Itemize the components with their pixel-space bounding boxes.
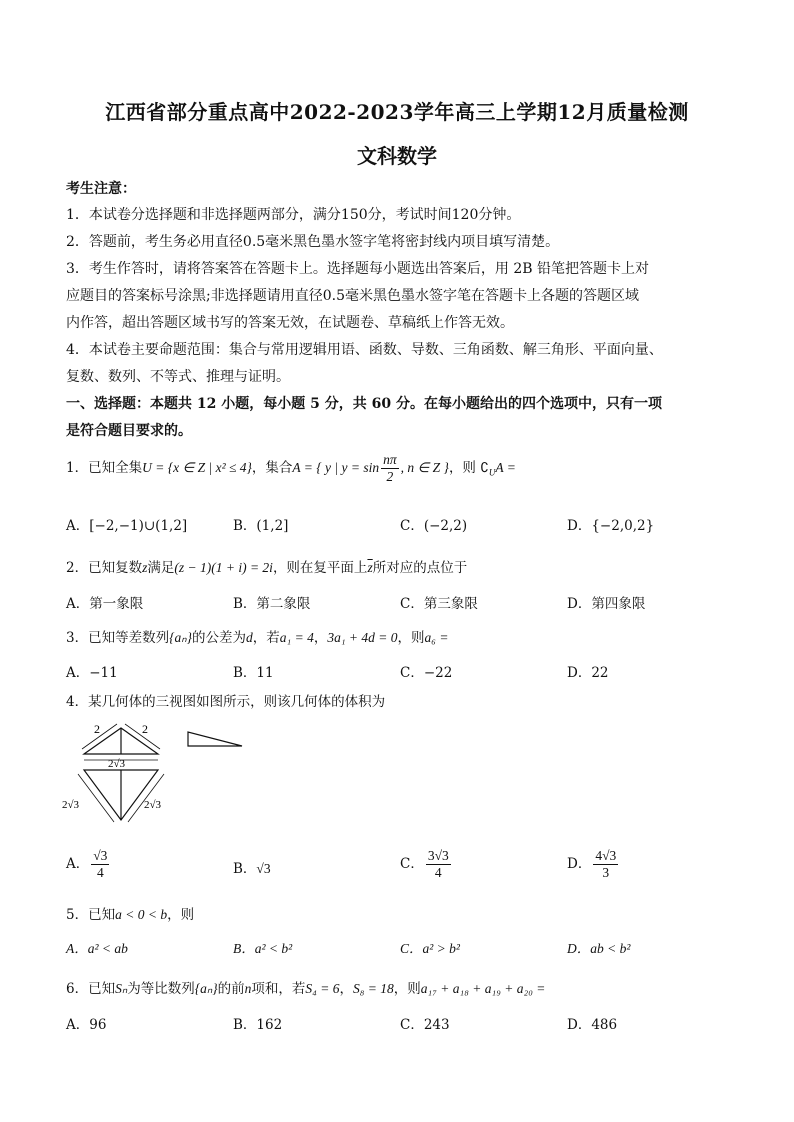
q4-option-d-frac xyxy=(593,848,618,881)
q5-option-a: A．a² < ab xyxy=(66,941,128,956)
section-heading-line-1: 一、选择题：本题共 12 小题，每小题 5 分，共 60 分。在每小题给出的四个选项中，只有一项 xyxy=(66,396,662,412)
question-6 xyxy=(66,977,545,997)
q1-option-b: B．(1,2] xyxy=(233,518,289,534)
label-left-edge: 2√3 xyxy=(62,799,80,811)
question-2 xyxy=(66,556,467,576)
dim-line-top-right xyxy=(128,774,164,822)
q5-option-b: B．a² < b² xyxy=(233,941,293,956)
q6-option-b: B．162 xyxy=(233,1017,283,1033)
q4-option-c xyxy=(400,848,453,881)
q2-text-b: 满足 xyxy=(147,560,175,576)
exam-title: 江西省部分重点高中2022-2023学年高三上学期12月质量检测 xyxy=(105,100,689,124)
label-base: 2√3 xyxy=(108,758,126,770)
q1-sub-u: U xyxy=(488,467,496,478)
q1-prefix: 1．已知全集 xyxy=(66,460,143,476)
section-heading-line-2: 是符合题目要求的。 xyxy=(66,423,192,439)
q6-cond-1: S₄ = 6 xyxy=(305,981,340,996)
q6-cond-2: S₈ = 18 xyxy=(352,981,394,996)
q1-frac-den: 2 xyxy=(386,469,394,484)
q6-target: a₁₇ + a₁₈ + a₁₉ + a₂₀ = xyxy=(420,981,546,996)
q2-text-a: 2．已知复数 xyxy=(66,560,143,576)
q4-option-c-label: C． xyxy=(400,856,424,872)
q5-option-d: D．ab < b² xyxy=(567,941,631,956)
q4-option-d-den: 3 xyxy=(602,865,610,880)
q3-text-d: ，则 xyxy=(397,630,425,646)
q4-option-c-den: 4 xyxy=(434,865,442,880)
q4-option-a-label: A． xyxy=(66,856,90,872)
q1-option-d: D．{−2,0,2} xyxy=(567,518,655,534)
q4-option-b-value: √3 xyxy=(256,861,271,876)
q6-text-d: 项和，若 xyxy=(251,981,306,997)
q3-sep: ， xyxy=(313,630,328,646)
q6-option-c: C．243 xyxy=(400,1017,450,1033)
q4-option-a-frac xyxy=(91,848,109,881)
notice-item-4-line-1: 4．本试卷主要命题范围：集合与常用逻辑用语、函数、导数、三角函数、解三角形、平面向量、 xyxy=(66,342,663,358)
q6-var-n: n xyxy=(244,981,252,996)
q1-frac-num: nπ xyxy=(383,452,397,467)
q2-text-d: 所对应的点位于 xyxy=(372,560,468,576)
q3-option-a: A．−11 xyxy=(66,665,118,681)
q5-text-b: ，则 xyxy=(167,907,195,923)
q1-set-a-lhs: A = { y | y = sin xyxy=(292,460,380,475)
q4-option-b xyxy=(233,857,271,877)
exam-subject: 文科数学 xyxy=(357,144,437,168)
notice-item-3-line-3: 内作答，超出答题区域书写的答案无效，在试题卷、草稿纸上作答无效。 xyxy=(66,315,514,331)
question-5 xyxy=(66,903,194,923)
q4-option-d xyxy=(567,848,620,881)
label-two-a: 2 xyxy=(94,722,100,736)
q6-sequence: {aₙ} xyxy=(194,981,218,996)
q6-text-a: 6．已知 xyxy=(66,981,116,997)
q4-option-d-label: D． xyxy=(567,856,592,872)
q3-sequence: {aₙ} xyxy=(169,630,193,645)
q1-option-a: A．[−2,−1)∪(1,2] xyxy=(66,518,188,534)
q4-option-a-den: 4 xyxy=(96,865,104,880)
notice-item-3-line-1: 3．考生作答时，请将答案答在答题卡上。选择题每小题选出答案后，用 2B 铅笔把答题卡上对 xyxy=(66,261,650,277)
question-4: 4．某几何体的三视图如图所示，则该几何体的体积为 xyxy=(66,694,386,710)
q6-text-e: ，则 xyxy=(393,981,421,997)
q4-option-a-num: √3 xyxy=(93,848,108,863)
q3-text-b: 的公差为 xyxy=(192,630,247,646)
three-view-figure xyxy=(62,714,262,824)
q2-option-a: A．第一象限 xyxy=(66,596,144,612)
q5-text-a: 5．已知 xyxy=(66,907,116,923)
notice-item-3-line-2: 应题目的答案标号涂黑;非选择题请用直径0.5毫米黑色墨水签字笔在答题卡上各题的答题区域 xyxy=(66,288,639,304)
q6-text-c: 的前 xyxy=(217,981,245,997)
q1-set-u: U = {x ∈ Z | x² ≤ 4} xyxy=(142,460,252,475)
q5-condition: a < 0 < b xyxy=(115,907,168,922)
q3-option-b: B．11 xyxy=(233,665,274,681)
dim-line-top-left xyxy=(78,774,114,822)
q3-option-c: C．−22 xyxy=(400,665,453,681)
q2-option-b: B．第二象限 xyxy=(233,596,311,612)
q2-option-d: D．第四象限 xyxy=(567,596,646,612)
q4-option-c-frac xyxy=(426,848,451,881)
side-view-triangle xyxy=(188,732,242,746)
q3-option-d: D．22 xyxy=(567,665,609,681)
q2-equation: (z − 1)(1 + i) = 2i xyxy=(174,560,273,575)
q2-text-c: ，则在复平面上 xyxy=(272,560,368,576)
q4-option-b-label: B． xyxy=(233,861,257,877)
q6-option-d: D．486 xyxy=(567,1017,618,1033)
q6-sn: Sₙ xyxy=(115,981,128,996)
q6-sep: ， xyxy=(339,981,353,997)
q3-cond-2: 3a₁ + 4d = 0 xyxy=(327,630,398,645)
q1-set-a-rhs: , n ∈ Z } xyxy=(400,460,449,475)
q3-target: a₆ = xyxy=(424,630,449,645)
q3-var-d: d xyxy=(246,630,253,645)
q3-cond-1: a₁ = 4 xyxy=(279,630,314,645)
notice-item-4-line-2: 复数、数列、不等式、推理与证明。 xyxy=(66,369,290,385)
q3-text-a: 3．已知等差数列 xyxy=(66,630,170,646)
q1-suffix: ，则 ∁ xyxy=(448,460,489,476)
label-two-b: 2 xyxy=(142,722,148,736)
q1-mid: ，集合 xyxy=(251,460,293,476)
notice-item-1: 1．本试卷分选择题和非选择题两部分，满分150分，考试时间120分钟。 xyxy=(66,207,521,223)
q2-zbar: $\overline{z}$ xyxy=(367,560,373,575)
q5-option-c: C．a² > b² xyxy=(400,941,460,956)
q2-option-c: C．第三象限 xyxy=(400,596,478,612)
q1-fraction xyxy=(381,452,399,485)
label-right-edge: 2√3 xyxy=(144,799,162,811)
notice-item-2: 2．答题前，考生务必用直径0.5毫米黑色墨水签字笔将密封线内项目填写清楚。 xyxy=(66,234,560,250)
q4-option-a xyxy=(66,848,111,881)
question-1 xyxy=(66,452,516,485)
q1-option-c: C．(−2,2) xyxy=(400,518,468,534)
question-3 xyxy=(66,626,448,646)
q4-option-c-num: 3√3 xyxy=(427,848,449,863)
notice-heading: 考生注意： xyxy=(66,181,136,197)
q4-option-d-num: 4√3 xyxy=(595,848,617,863)
q6-option-a: A．96 xyxy=(66,1017,107,1033)
q2-var-z: z xyxy=(142,560,148,575)
q3-text-c: ，若 xyxy=(252,630,280,646)
q6-text-b: 为等比数列 xyxy=(127,981,195,997)
q1-end: A = xyxy=(495,460,516,475)
